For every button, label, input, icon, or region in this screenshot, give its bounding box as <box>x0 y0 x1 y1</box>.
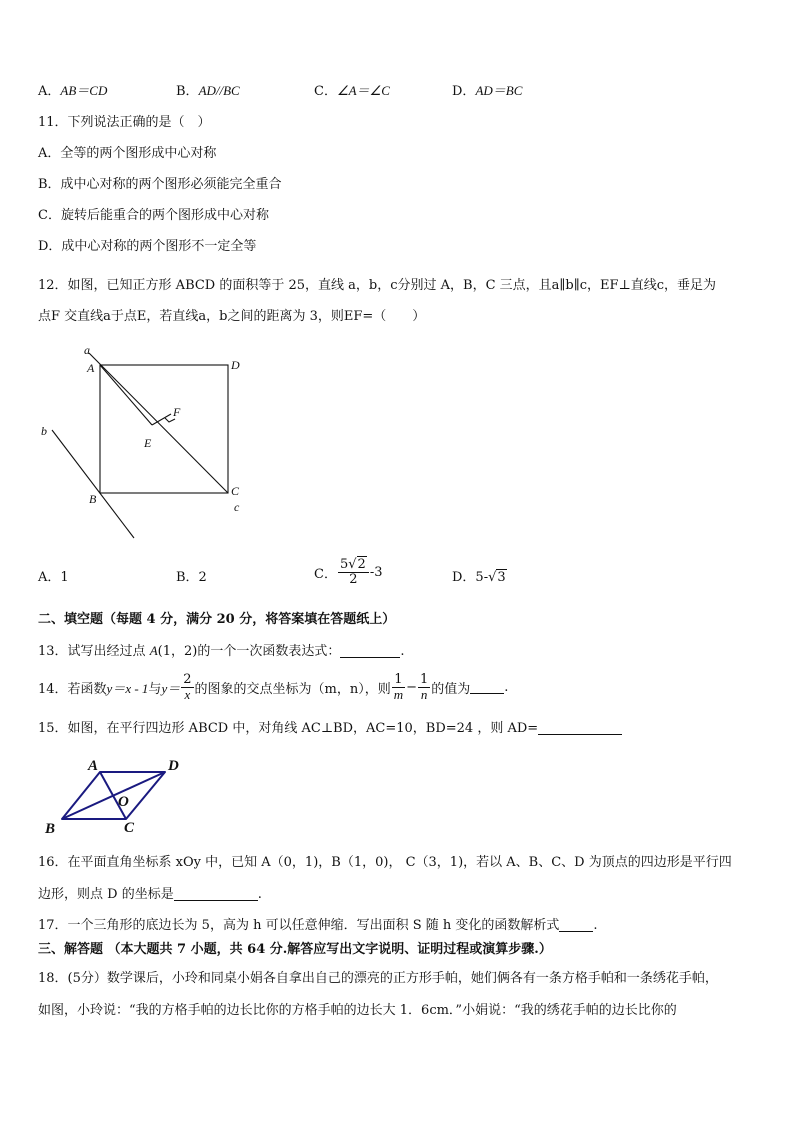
diagonal-bd <box>62 772 165 819</box>
label-b: b <box>41 424 47 438</box>
q13-line: 13．试写出经过点 A(1，2)的一个一次函数表达式： . <box>38 643 405 659</box>
label-A: A <box>88 758 99 774</box>
q12-stem-line2: 点F 交直线a于点E，若直线a，b之间的距离为 3，则EF=（ ） <box>38 309 426 324</box>
section-3-title: 三、解答题 （本大题共 7 小题，共 64 分.解答应写出文字说明、证明过程或演算步骤.） <box>38 942 552 957</box>
q11-stem: 11．下列说法正确的是（ ） <box>38 115 211 130</box>
label-a: a <box>84 343 90 357</box>
q11-option-b: B．成中心对称的两个图形必须能完全重合 <box>38 177 282 192</box>
q12-square-figure <box>30 340 260 545</box>
q10-option-d: D．AD＝BC <box>452 83 523 99</box>
q11-option-a: A．全等的两个图形成中心对称 <box>38 146 217 161</box>
q15-parallelogram-figure <box>40 752 200 837</box>
label-A: A <box>87 361 95 375</box>
q12-option-c: C． $\frac{5√2}{2}$ -3 <box>314 557 383 587</box>
q10-option-b: B．AD//BC <box>176 83 240 99</box>
label-E: E <box>144 436 152 450</box>
label-C: C <box>124 820 135 836</box>
q18-line1: 18．(5分）数学课后，小玲和同桌小娟各自拿出自己的漂亮的正方形手帕，她们俩各有一条方格手帕和一条绣花手帕， <box>38 971 718 986</box>
label-c: c <box>234 500 240 514</box>
q16-answer-blank[interactable] <box>174 886 258 901</box>
label-D: D <box>168 758 179 774</box>
line-a <box>89 353 228 493</box>
q10-option-a: A．AB＝CD <box>38 83 108 99</box>
q14-answer-blank[interactable] <box>470 679 504 694</box>
q16-line1: 16．在平面直角坐标系 xOy 中，已知 A（0，1)，B（1，0)， C（3，1)，若以 A、B、C、D 为顶点的四边形是平行四 <box>38 855 732 870</box>
q18-line2: 如图，小玲说：“我的方格手帕的边长比你的方格手帕的边长大 1．6cm．”小娟说：“我的绣花手帕的边长比你的 <box>38 1003 677 1018</box>
q11-option-d: D．成中心对称的两个图形不一定全等 <box>38 239 257 254</box>
q16-line2: 边形，则点 D 的坐标是 . <box>38 887 262 902</box>
q11-option-c: C．旋转后能重合的两个图形成中心对称 <box>38 208 269 223</box>
label-B: B <box>45 821 56 837</box>
q10-option-c: C．∠A＝∠C <box>314 83 390 99</box>
section-2-title: 二、填空题（每题 4 分，满分 20 分，将答案填在答题纸上） <box>38 612 396 627</box>
q13-answer-blank[interactable] <box>340 643 400 658</box>
q14-line: 14．若函数y＝x - 1与y＝ $\frac{2}{x}$ 的图象的交点坐标为（m，n），则 $\frac{1}{m}$ − $\frac{1}{n}$ 的值为 . <box>38 672 509 702</box>
q17-answer-blank[interactable] <box>559 917 593 932</box>
line-b <box>52 430 134 538</box>
q15-line: 15．如图，在平行四边形 ABCD 中，对角线 AC⊥BD，AC=10，BD=24 ，则 AD= <box>38 719 622 739</box>
label-C: C <box>231 484 240 498</box>
q17-line: 17．一个三角形的底边长为 5，高为 h 可以任意伸缩．写出面积 S 随 h 变化的函数解析式 . <box>38 918 598 933</box>
label-D: D <box>231 358 240 372</box>
q12-stem-line1: 12．如图，已知正方形 ABCD 的面积等于 25，直线 a，b，c分别过 A，B，C 三点，且a∥b∥c，EF⊥直线c，垂足为 <box>38 278 717 293</box>
label-B: B <box>89 492 97 506</box>
q12-option-a: A．1 <box>38 570 69 585</box>
q12-option-b: B．2 <box>176 570 207 585</box>
segment-ae <box>100 365 152 425</box>
label-O: O <box>118 794 129 810</box>
label-F: F <box>173 405 181 419</box>
q15-answer-blank[interactable] <box>538 720 622 735</box>
q12-option-d: D．5-√3 <box>452 570 506 585</box>
